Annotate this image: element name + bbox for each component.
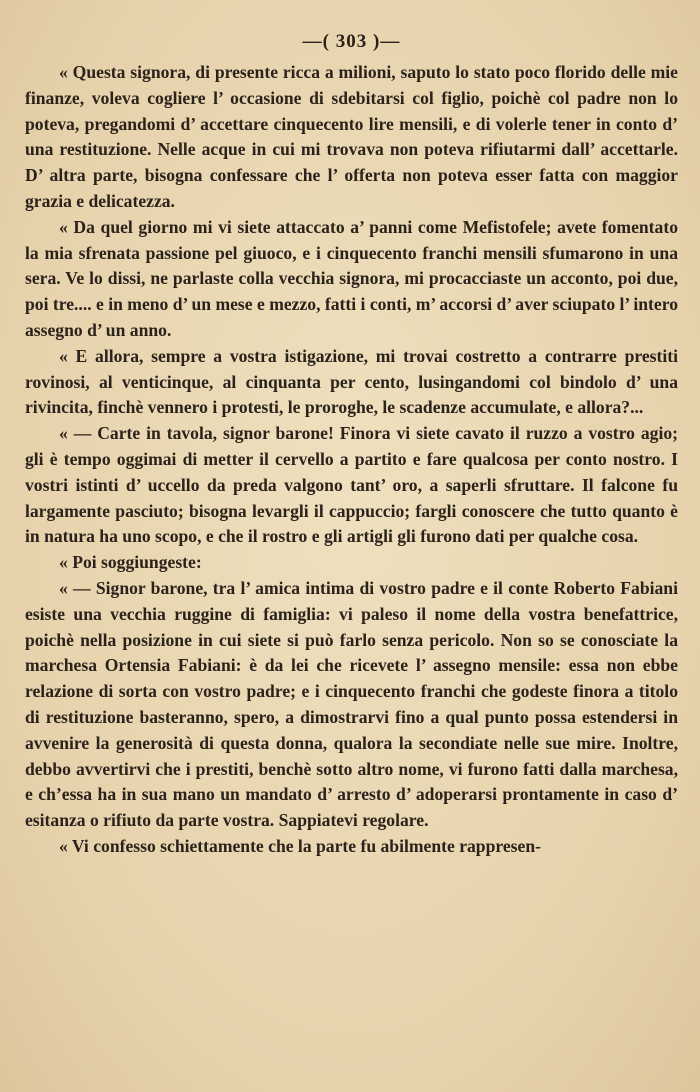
paragraph: « Vi confesso schiettamente che la parte fu abilmente rappresen- <box>59 835 541 856</box>
paragraph: « Poi soggiungeste: <box>59 552 202 573</box>
paragraph: « Questa signora, di presente ricca a milioni, saputo lo stato poco florido delle mie finanze, voleva cogliere l’ occasione di sdebitarsi col figlio, poichè col padre non lo poteva, pregandomi d’ accettare cinquecento lire mensili, e di volerle tener in conto d’ una restituzione. Nelle acque in cui mi trovava non poteva rifiutarmi dall’ accettarle. D’ altra parte, bisogna confessare che l’ offerta non poteva esser fatta con maggior grazia e delicatezza. <box>25 62 678 211</box>
paragraph: « — Carte in tavola, signor barone! Finora vi siete cavato il ruzzo a vostro agio; gli è tempo oggimai di metter il cervello a partito e fare qualcosa per conto nostro. I vostri istinti d’ uccello da preda valgono tant’ oro, a saperli sfruttare. Il falcone fu largamente pasciuto; bisogna levargli il cappuccio; fargli conoscere che tutto quanto è in natura ha uno scopo, e che il rostro e gli artigli gli furono dati per qualche cosa. <box>25 423 678 547</box>
paragraph: « E allora, sempre a vostra istigazione, mi trovai costretto a contrarre prestiti rovinosi, al venticinque, al cinquanta per cento, lusingandomi col bindolo d’ una rivincita, finchè vennero i protesti, le proroghe, le scadenze accumulate, e allora?... <box>25 345 678 418</box>
paragraph: « Da quel giorno mi vi siete attaccato a’ panni come Mefistofele; avete fomentato la mia sfrenata passione pel giuoco, e i cinquecento franchi mensili sfumarono in una sera. Ve lo dissi, ne parlaste colla vecchia signora, mi procacciaste un acconto, poi due, poi tre.... e in meno d’ un mese e mezzo, fatti i conti, m’ accorsi d’ aver sciupato l’ intero assegno d’ un anno. <box>25 216 678 340</box>
page-number-header: —( 303 )— <box>302 31 401 52</box>
paragraph: « — Signor barone, tra l’ amica intima di vostro padre e il conte Roberto Fabiani esiste una vecchia ruggine di famiglia: vi paleso il nome della vostra benefattrice, poichè nella posizione in cui siete si può farlo senza pericolo. Non so se conosciate la marchesa Ortensia Fabiani: è da lei che ricevete l’ assegno mensile: essa non ebbe relazione di sorta con vostro padre; e i cinquecento franchi che godeste finora a titolo di restituzione basteranno, spero, a dimostrarvi fino a qual punto possa estendersi in avvenire la generosità di questa donna, qualora la secondiate nelle sue mire. Inoltre, debbo avvertirvi che i prestiti, benchè sotto altro nome, vi furono fatti dalla marchesa, e ch’essa ha in sua mano un mandato d’ arresto d’ adoperarsi prontamente in caso d’ esitanza o rifiuto da parte vostra. Sappiatevi regolare. <box>25 577 678 831</box>
